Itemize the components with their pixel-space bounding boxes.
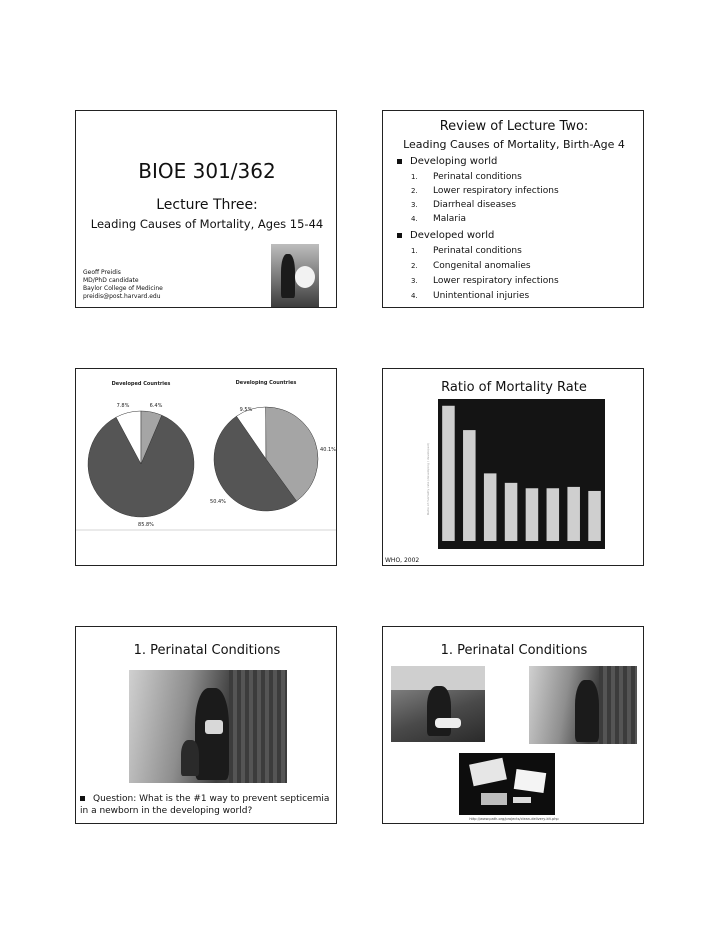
list-item: 3. Lower respiratory infections: [411, 276, 559, 286]
bar: [526, 488, 539, 541]
list-item: 1. Perinatal conditions: [411, 246, 522, 256]
bullet-icon: [80, 796, 85, 801]
pie-label: 6.4%: [149, 403, 163, 409]
chart-title: Ratio of Mortality Rate: [441, 380, 587, 395]
author-institution: Baylor College of Medicine: [83, 285, 163, 292]
list-item: 3. Diarrheal diseases: [411, 200, 517, 210]
pie-label: 40.1%: [320, 447, 336, 453]
list-item: 4. Unintentional injuries: [411, 291, 530, 301]
lecture-number: Lecture Three:: [156, 197, 258, 213]
question-bullet: [80, 793, 336, 817]
pie-label: 9.5%: [239, 407, 253, 413]
slide-review: [382, 110, 644, 308]
list-item: 2. Congenital anomalies: [411, 261, 531, 271]
slide-title: [75, 110, 337, 308]
source-citation: WHO, 2002: [385, 557, 420, 564]
bar-chart: [383, 369, 644, 566]
source-url: http://www.path.org/projects/clean-delivery-kit.php: [469, 817, 559, 821]
group-developing: Developing world: [397, 156, 497, 167]
question-text: Question: What is the #1 way to prevent septicemia in a newborn in the developing world?: [80, 794, 330, 816]
pie-label: 50.4%: [210, 499, 226, 505]
slide-title: 1. Perinatal Conditions: [440, 643, 588, 658]
slide-title: Review of Lecture Two:: [439, 119, 589, 134]
title-photo: [271, 244, 319, 308]
lecture-topic: Leading Causes of Mortality, Ages 15-44: [90, 217, 324, 231]
author-info: [83, 269, 163, 301]
delivery-kit-photo: [459, 753, 555, 815]
bar: [463, 430, 476, 541]
bar: [484, 473, 497, 541]
bullet-icon: [397, 159, 402, 164]
author-name: Geoff Preidis: [83, 269, 121, 276]
list-item: 4. Malaria: [411, 214, 467, 224]
pie-title-developed: Developed Countries: [111, 381, 171, 387]
pie-developing: [214, 407, 318, 511]
author-degree: MD/PhD candidate: [83, 277, 139, 284]
slide-pie-charts: [75, 368, 337, 566]
list-item: 2. Lower respiratory infections: [411, 186, 559, 196]
author-email: preidis@post.harvard.edu: [83, 293, 161, 300]
group-developed: Developed world: [397, 230, 494, 241]
slide-title: 1. Perinatal Conditions: [133, 643, 281, 658]
y-axis-label: Ratio of mortality rate (developing / developed): [426, 443, 430, 515]
bar: [505, 483, 518, 541]
bar: [567, 487, 580, 541]
slide-subtitle: Leading Causes of Mortality, Birth-Age 4: [403, 138, 625, 151]
pie-developed: [88, 411, 194, 517]
plot-area: [438, 399, 605, 549]
course-title: BIOE 301/362: [138, 159, 276, 183]
bullet-icon: [397, 233, 402, 238]
slide-perinatal-2: [382, 626, 644, 824]
bar: [547, 488, 560, 541]
pie-label: 7.8%: [116, 403, 130, 409]
slide-bar-chart: [382, 368, 644, 566]
pie-label: 85.8%: [138, 522, 154, 528]
pie-charts: [76, 369, 337, 566]
bar: [588, 491, 601, 541]
pie-title-developing: Developing Countries: [235, 380, 297, 386]
list-item: 1. Perinatal conditions: [411, 172, 522, 182]
mother-child-photo-small: [529, 666, 637, 744]
mother-child-photo: [129, 670, 287, 783]
newborn-care-photo: [391, 666, 485, 742]
bar: [442, 406, 455, 541]
slide-perinatal-1: [75, 626, 337, 824]
